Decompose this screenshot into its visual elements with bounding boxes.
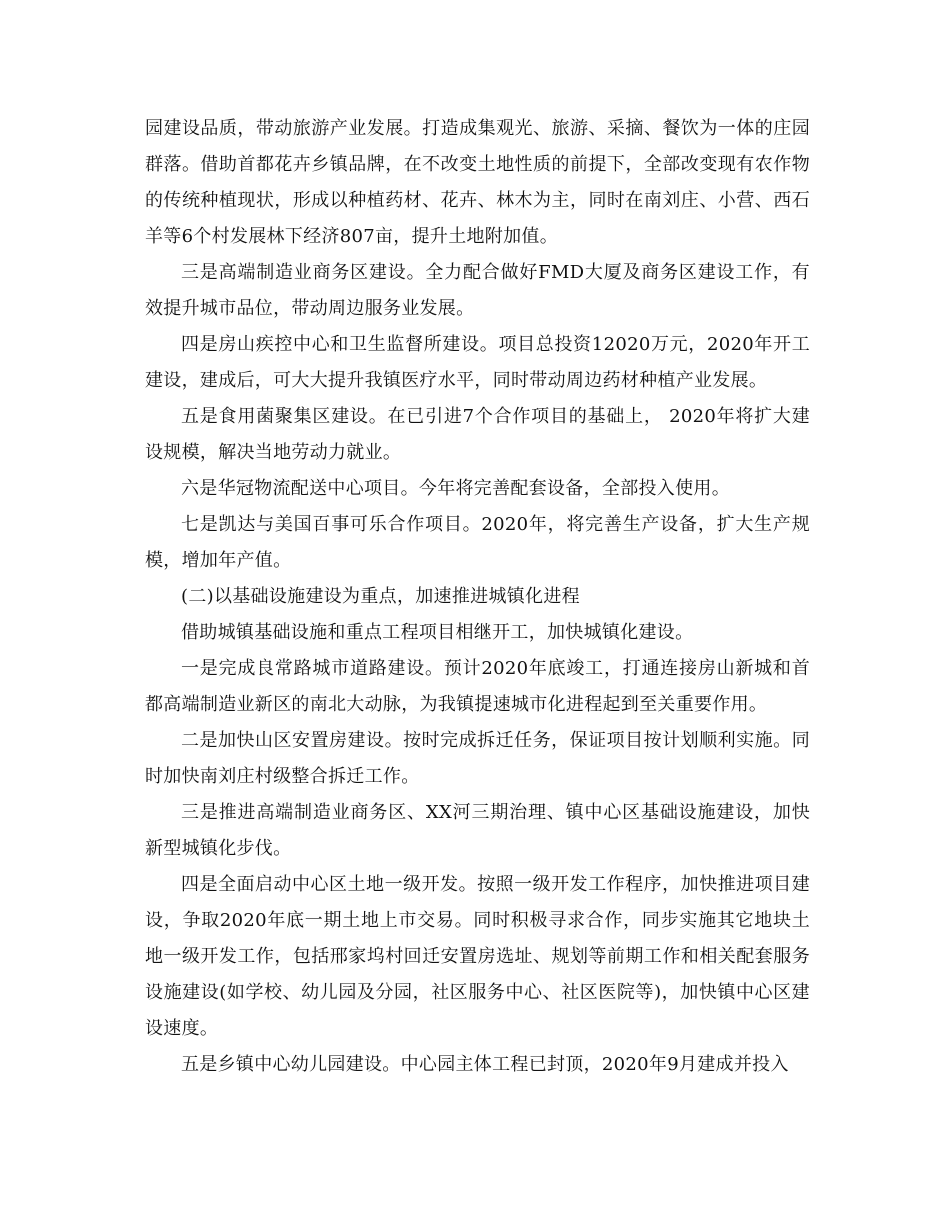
paragraph: 园建设品质，带动旅游产业发展。打造成集观光、旅游、采摘、餐饮为一体的庄园群落。借助首都花卉乡镇品牌，在不改变土地性质的前提下，全部改变现有农作物的传统种植现状，形成以种植药材、花卉、林木为主，同时在南刘庄、小营、西石羊等6个村发展林下经济807亩，提升土地附加值。 [145, 118, 810, 247]
paragraph: 一是完成良常路城市道路建设。预计2020年底竣工，打通连接房山新城和首都高端制造业新区的南北大动脉，为我镇提速城市化进程起到至关重要作用。 [145, 658, 810, 715]
paragraph: 四是全面启动中心区土地一级开发。按照一级开发工作程序，加快推进项目建设，争取2020年底一期土地上市交易。同时积极寻求合作，同步实施其它地块土地一级开发工作，包括邢家坞村回迁安置房选址、规划等前期工作和相关配套服务设施建设(如学校、幼儿园及分园，社区服务中心、社区医院等)，加快镇中心区建设速度。 [145, 874, 810, 1039]
paragraph: 三是高端制造业商务区建设。全力配合做好FMD大厦及商务区建设工作，有效提升城市品位，带动周边服务业发展。 [145, 262, 810, 319]
paragraph: 四是房山疾控中心和卫生监督所建设。项目总投资12020万元，2020年开工建设，建成后，可大大提升我镇医疗水平，同时带动周边药材种植产业发展。 [145, 334, 810, 391]
paragraph: 五是食用菌聚集区建设。在已引进7个合作项目的基础上， 2020年将扩大建设规模，解决当地劳动力就业。 [145, 406, 810, 463]
paragraph: 六是华冠物流配送中心项目。今年将完善配套设备，全部投入使用。 [181, 478, 730, 499]
paragraph: 七是凯达与美国百事可乐合作项目。2020年，将完善生产设备，扩大生产规模，增加年产值。 [145, 514, 810, 571]
paragraph: 三是推进高端制造业商务区、XX河三期治理、镇中心区基础设施建设，加快新型城镇化步伐。 [145, 802, 810, 859]
paragraph: 二是加快山区安置房建设。按时完成拆迁任务，保证项目按计划顺利实施。同时加快南刘庄村级整合拆迁工作。 [145, 730, 810, 787]
section-heading: (二)以基础设施建设为重点，加速推进城镇化进程 [181, 586, 580, 607]
paragraph: 五是乡镇中心幼儿园建设。中心园主体工程已封顶，2020年9月建成并投入 [181, 1054, 789, 1075]
paragraph: 借助城镇基础设施和重点工程项目相继开工，加快城镇化建设。 [181, 622, 694, 643]
document-body [145, 111, 810, 1083]
